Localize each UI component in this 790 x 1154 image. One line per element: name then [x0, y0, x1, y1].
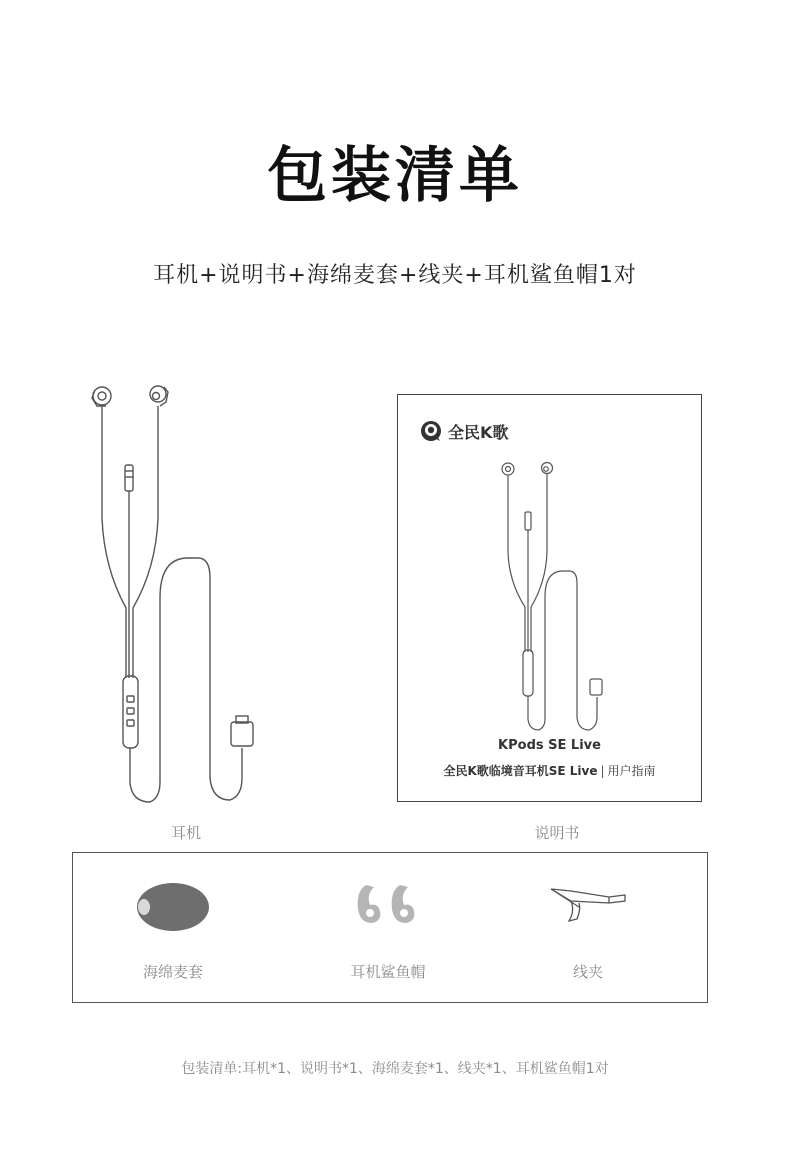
accessory-label: 线夹: [572, 963, 603, 981]
accessory-label: 海绵麦套: [142, 963, 203, 981]
accessories-panel: [72, 852, 708, 1003]
manual-guide-line: [398, 762, 701, 779]
accessory-cable-clip: [488, 853, 688, 1003]
cable-clip-icon: [549, 881, 627, 925]
manual-guide-separator: |: [600, 764, 605, 778]
manual-product-name: KPods SE Live: [498, 738, 601, 753]
accessory-shark-fin-tips: [288, 853, 488, 1003]
package-list-footer: 包装清单:耳机*1、说明书*1、海绵麦套*1、线夹*1、耳机鲨鱼帽1对: [181, 1061, 609, 1077]
shark-fin-tip-icon: [354, 881, 422, 927]
brand-name: 全民K歌: [448, 422, 509, 442]
manual-booklet: [397, 394, 702, 802]
accessory-sponge-cover: [73, 853, 273, 1003]
earphone-icon: [493, 457, 613, 737]
quanmin-k-ge-logo-icon: [420, 419, 444, 443]
page-title: 包装清单: [267, 141, 523, 211]
sponge-cover-icon: [136, 881, 210, 933]
earphone-caption: 耳机: [170, 824, 201, 842]
accessory-label: 耳机鲨鱼帽: [350, 963, 426, 981]
manual-guide-title: 全民K歌临境音耳机SE Live: [443, 764, 598, 778]
manual-caption: 说明书: [534, 824, 580, 842]
manual-brand: [420, 419, 508, 443]
package-summary: 耳机+说明书+海绵麦套+线夹+耳机鲨鱼帽1对: [153, 263, 637, 288]
manual-guide-label: 用户指南: [607, 764, 656, 778]
earphone-icon: [80, 378, 280, 808]
